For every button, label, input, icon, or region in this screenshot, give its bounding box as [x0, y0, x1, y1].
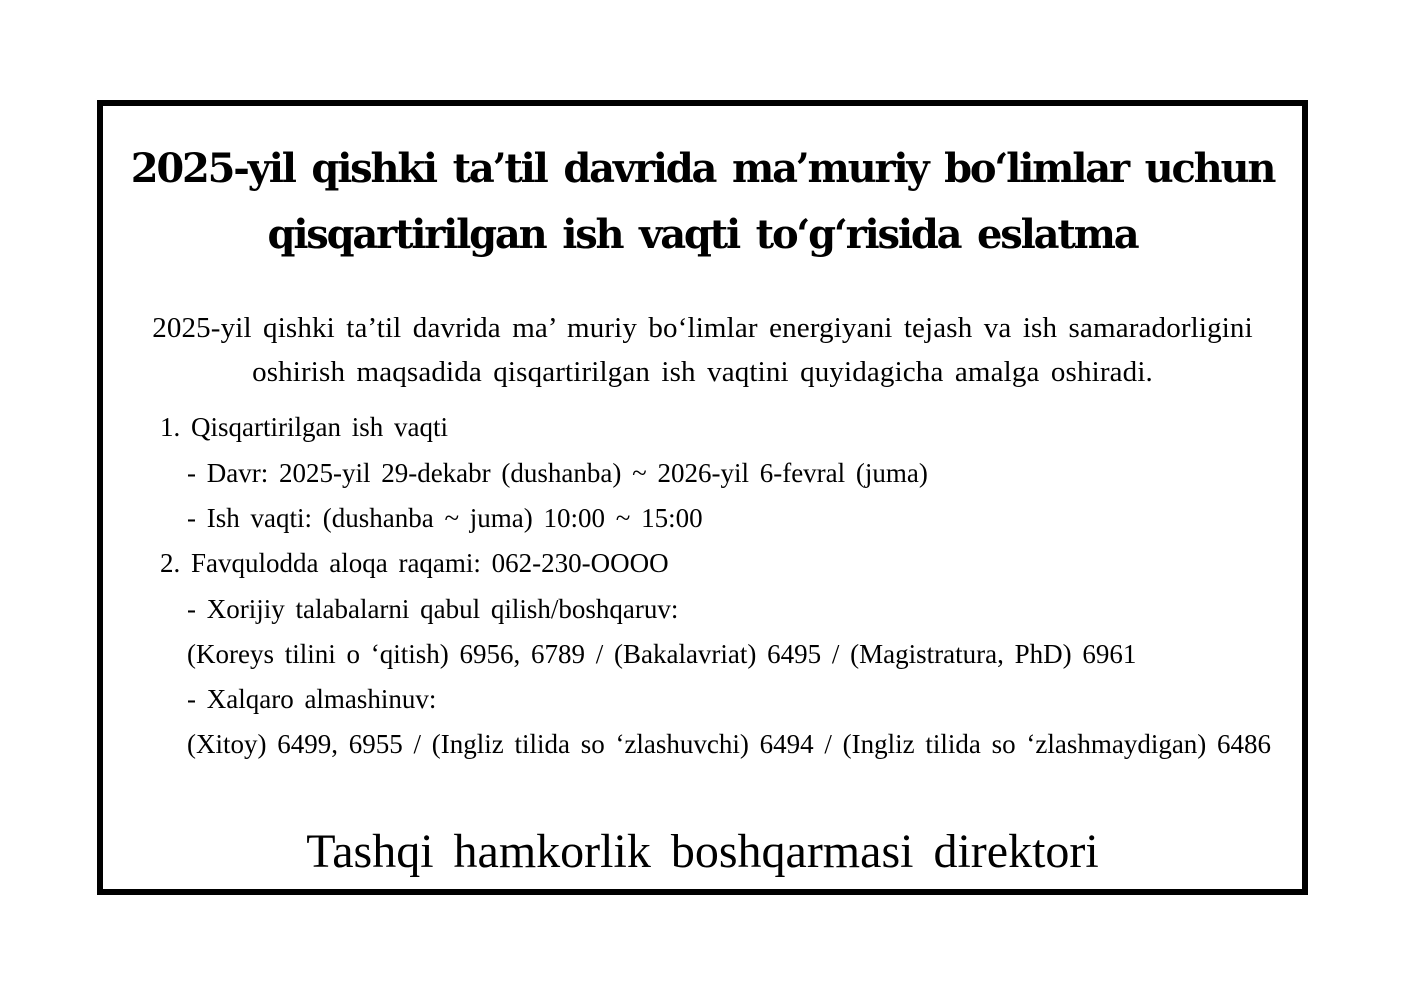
signature: Tashqi hamkorlik boshqarmasi direktori [306, 825, 1099, 878]
foreign-students-label: - Xorijiy talabalarni qabul qilish/boshqaruv: [187, 594, 679, 624]
notice-frame [97, 100, 1308, 895]
international-exchange-numbers: (Xitoy) 6499, 6955 / (Ingliz tilida so ‘zlashuvchi) 6494 / (Ingliz tilida so ‘zlashmaydigan) 6486 [187, 729, 1272, 759]
period-line: - Davr: 2025-yil 29-dekabr (dushanba) ~ 2026-yil 6-fevral (juma) [187, 458, 928, 488]
foreign-students-numbers: (Koreys tilini o ‘qitish) 6956, 6789 / (Bakalavriat) 6495 / (Magistratura, PhD) 6961 [187, 639, 1137, 669]
intro-line-1: 2025-yil qishki ta’til davrida ma’ muriy bo‘limlar energiyani tejash va ish samaradorligini [152, 312, 1253, 344]
international-exchange-label: - Xalqaro almashinuv: [187, 684, 437, 714]
title-line-2: qisqartirilgan ish vaqti to‘g‘risida eslatma [267, 211, 1138, 258]
section-reduced-hours-heading: 1. Qisqartirilgan ish vaqti [160, 412, 448, 442]
working-hours-line: - Ish vaqti: (dushanba ~ juma) 10:00 ~ 15:00 [187, 503, 703, 533]
intro-line-2: oshirish maqsadida qisqartirilgan ish vaqtini quyidagicha amalga oshiradi. [252, 356, 1153, 388]
notice-title [103, 136, 1302, 268]
section-emergency-contact-heading: 2. Favqulodda aloqa raqami: 062-230-OOOO [160, 548, 669, 578]
title-line-1: 2025-yil qishki ta’til davrida ma’muriy bo‘limlar uchun [130, 145, 1275, 192]
intro-paragraph [111, 306, 1294, 394]
